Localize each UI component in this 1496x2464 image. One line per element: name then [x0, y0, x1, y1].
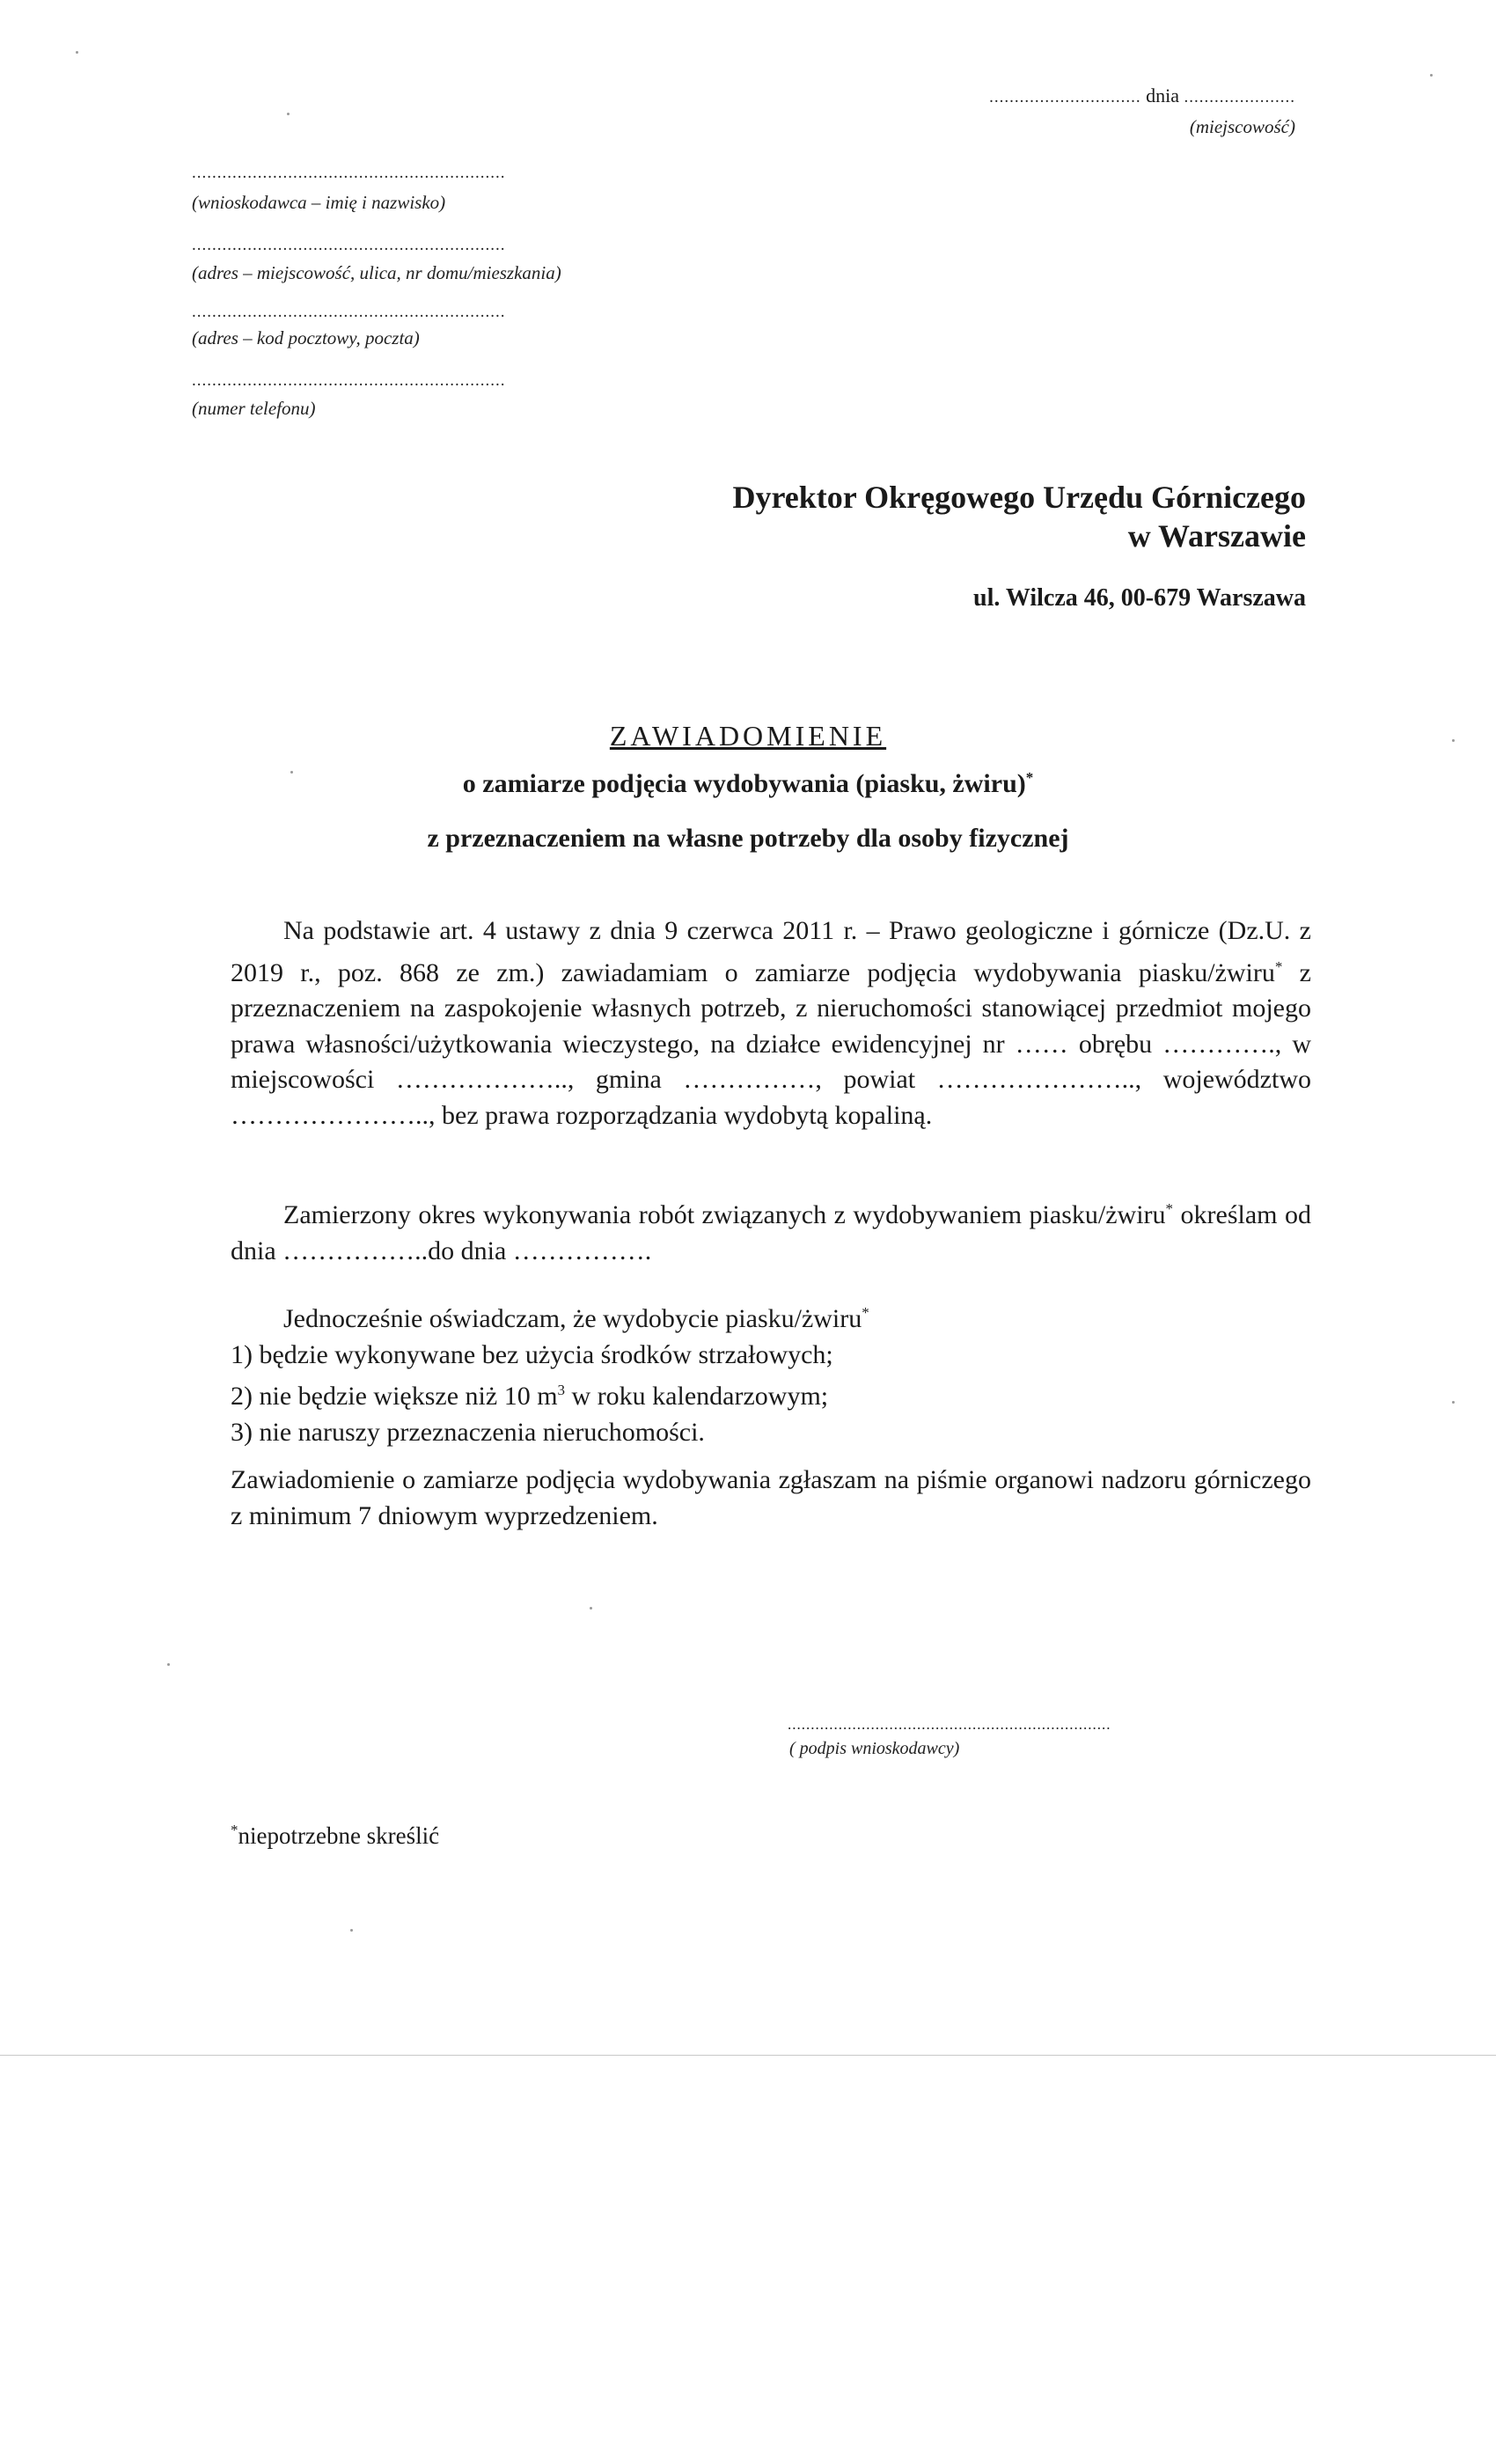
- dnia-label: dnia: [1146, 84, 1179, 106]
- legal-basis-paragraph: [231, 913, 1311, 1133]
- declaration-paragraph: [231, 1295, 1311, 1450]
- declaration-item-3: 3) nie naruszy przeznaczenia nieruchomości.: [231, 1417, 705, 1447]
- declaration-asterisk: *: [862, 1304, 869, 1321]
- period-text-part-1: Zamierzony okres wykonywania robót związanych z wydobywaniem piasku/żwiru: [283, 1200, 1166, 1229]
- period-asterisk: *: [1165, 1200, 1174, 1217]
- signature-caption: ( podpis wnioskodawcy): [789, 1739, 960, 1758]
- sender-address-dots: ..............................................................: [192, 236, 506, 254]
- document-subtitle-2: z przeznaczeniem na własne potrzeby dla osoby fizycznej: [427, 824, 1069, 853]
- addressee-name: Dyrektor Okręgowego Urzędu Górniczego: [732, 480, 1306, 515]
- scan-speck: [167, 1663, 170, 1666]
- document-title: ZAWIADOMIENIE: [609, 720, 887, 752]
- footnote-asterisk: *: [231, 1822, 238, 1838]
- declaration-item-2-post: w roku kalendarzowym;: [565, 1382, 829, 1411]
- legal-text-part-1: Na podstawie art. 4 ustawy z dnia 9 czerwca 2011 r. – Prawo geologiczne i górnicze (Dz.U. z 2019 r., poz. 868 ze zm.) zawiadamiam o zamiarze podjęcia wydobywania piasku/żwiru: [231, 916, 1311, 987]
- sender-name-dots: ..............................................................: [192, 164, 506, 182]
- sender-postal-caption: (adres – kod pocztowy, poczta): [192, 327, 420, 348]
- document-subtitle-1: [0, 769, 1496, 799]
- cubic-superscript: 3: [557, 1382, 566, 1398]
- scan-speck: [290, 771, 293, 774]
- legal-text-part-2: z przeznaczeniem na zaspokojenie własnych potrzeb, z nieruchomości stanowiącej przedmiot mojego prawa własności/użytkowania wieczystego, na działce ewidencyjnej nr …… obrębu …………., w miejscowości ……………….., gmina ……………, powiat ………………….., województwo ………………….., bez prawa rozporządzania wydobytą kopaliną.: [231, 957, 1311, 1130]
- notice-text: Zawiadomienie o zamiarze podjęcia wydobywania zgłaszam na piśmie organowi nadzoru górniczego z minimum 7 dniowym wyprzedzeniem.: [231, 1465, 1311, 1530]
- declaration-item-2-pre: 2) nie będzie większe niż 10 m: [231, 1382, 558, 1411]
- scan-speck: [1452, 739, 1455, 742]
- signature-dots: ......................................................................: [788, 1716, 1111, 1733]
- footnote-text: niepotrzebne skreślić: [238, 1822, 440, 1849]
- footnote: [231, 1822, 439, 1850]
- notice-paragraph: [231, 1463, 1311, 1534]
- sender-postal-dots: ..............................................................: [192, 303, 506, 321]
- declaration-item-1: 1) będzie wykonywane bez użycia środków strzałowych;: [231, 1339, 833, 1369]
- addressee-street: ul. Wilcza 46, 00-679 Warszawa: [973, 584, 1306, 612]
- sender-address-caption: (adres – miejscowość, ulica, nr domu/mieszkania): [192, 262, 561, 283]
- period-text-part-2: określam od dnia ……………..do dnia …………….: [231, 1200, 1311, 1265]
- scan-speck: [350, 1929, 353, 1932]
- date-dots: ......................: [1184, 88, 1295, 106]
- scan-edge-line: [0, 2055, 1496, 2056]
- scan-speck: [1452, 1401, 1455, 1404]
- period-paragraph: [231, 1192, 1311, 1269]
- addressee-city: w Warszawie: [1127, 518, 1306, 554]
- sender-phone-caption: (numer telefonu): [192, 398, 316, 419]
- subtitle-1-text: o zamiarze podjęcia wydobywania (piasku, żwiru): [462, 769, 1026, 798]
- sender-name-caption: (wnioskodawca – imię i nazwisko): [192, 192, 446, 213]
- scan-speck: [76, 51, 78, 54]
- place-dots: ..............................: [989, 88, 1141, 106]
- scan-speck: [287, 113, 290, 115]
- legal-asterisk: *: [1274, 957, 1283, 975]
- date-place-line: [989, 84, 1295, 107]
- subtitle-asterisk: *: [1025, 769, 1034, 786]
- sender-phone-dots: ..............................................................: [192, 371, 506, 390]
- scan-speck: [590, 1607, 592, 1610]
- place-caption: (miejscowość): [1189, 116, 1295, 137]
- declaration-intro: Jednocześnie oświadczam, że wydobycie piasku/żwiru: [283, 1304, 862, 1333]
- declaration-item-2: [231, 1373, 1311, 1415]
- scan-speck: [1430, 74, 1433, 77]
